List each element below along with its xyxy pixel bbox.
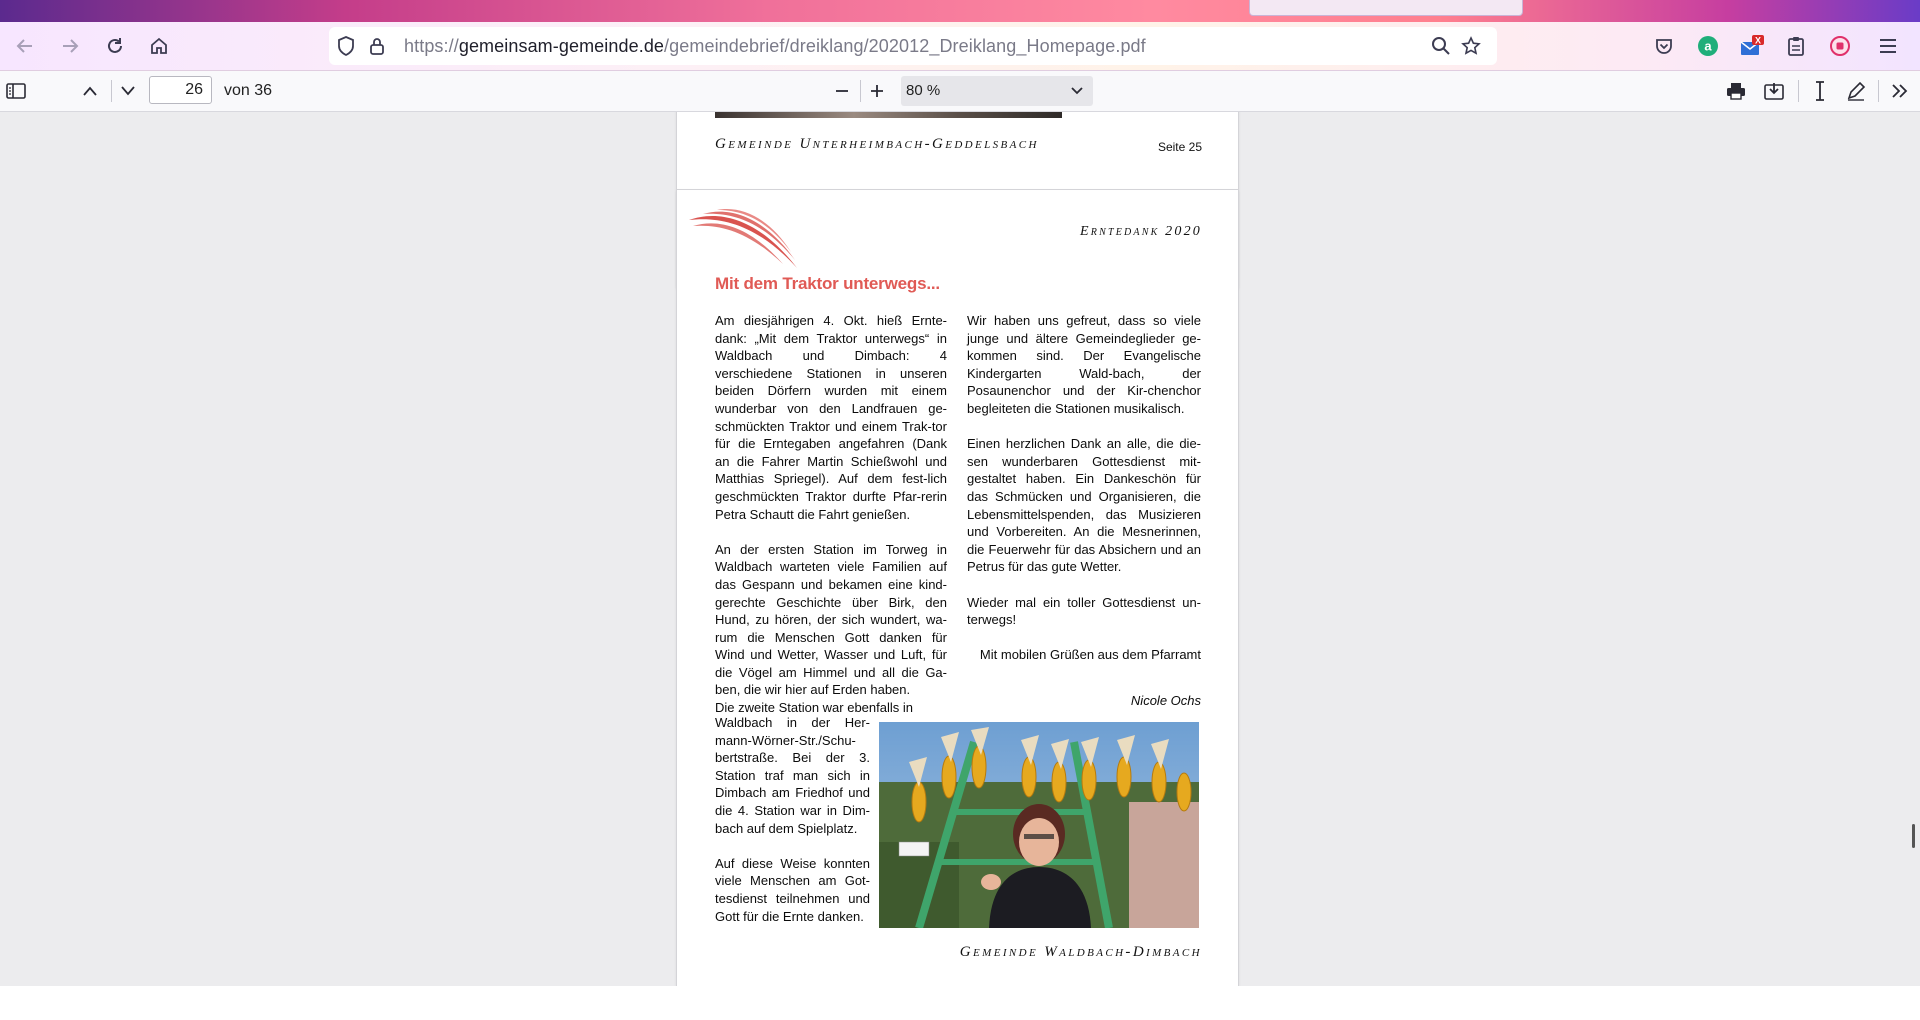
- scrollbar-thumb[interactable]: [1912, 824, 1915, 848]
- page-photo: [715, 112, 1062, 118]
- previous-page-icon: [82, 86, 98, 96]
- active-tab-edge[interactable]: [1249, 0, 1523, 16]
- sidebar-toggle-button[interactable]: [0, 75, 32, 107]
- toolbar-separator: [1798, 80, 1799, 102]
- svg-text:X: X: [1754, 35, 1762, 46]
- pdf-page-26: [677, 190, 1238, 986]
- paragraph: Die zweite Station war ebenfalls in: [715, 700, 913, 716]
- previous-page-button[interactable]: [74, 75, 106, 107]
- paragraph: Waldbach in der Her-mann-Wörner-Str./Schu-bertstraße. Bei der 3. Station traf man sich in Dimbach am Friedhof und die 4. Station war in Dim-bach auf dem Spielplatz.: [715, 715, 870, 836]
- a-extension-icon[interactable]: [1694, 32, 1722, 60]
- url-bar[interactable]: [329, 27, 1497, 65]
- pdf-viewer[interactable]: [0, 112, 1920, 986]
- arrow-right-icon: [60, 36, 80, 56]
- zoom-out-button[interactable]: [826, 75, 858, 107]
- pocket-icon[interactable]: [1650, 32, 1678, 60]
- article-right-column: [967, 312, 1201, 664]
- paragraph: An der ersten Station im Torweg in Waldbach warteten viele Familien auf das Gespann und bekamen eine kind-gerechte Geschichte über Birk, den Hund, zu hören, der sich wundert, wa-rum die Menschen Gott danken für Wind und Wetter, Wasser und Luft, für die Vögel am Himmel und all die Ga-ben, die wir hier auf Erden haben.: [715, 541, 947, 698]
- save-button[interactable]: [1758, 75, 1790, 107]
- article-left-column-wrap: [715, 714, 870, 925]
- tab-strip: [0, 0, 1920, 22]
- home-icon: [149, 36, 169, 56]
- shield-icon[interactable]: [333, 33, 359, 59]
- page-number-input[interactable]: [149, 76, 212, 104]
- article-left-column: [715, 312, 947, 717]
- text-tool-button[interactable]: [1804, 75, 1836, 107]
- toolbar-separator: [1878, 80, 1879, 102]
- navigation-bar: [0, 22, 1920, 71]
- zoom-in-icon: [869, 83, 885, 99]
- save-icon: [1764, 82, 1784, 100]
- back-button[interactable]: [9, 30, 41, 62]
- zoom-in-button[interactable]: [861, 75, 893, 107]
- url-text[interactable]: [404, 36, 1146, 57]
- chevron-down-icon: [1070, 86, 1084, 96]
- mail-extension-icon[interactable]: [1738, 32, 1766, 60]
- closing-line: Mit mobilen Grüßen aus dem Pfarramt: [979, 647, 1201, 663]
- hamburger-menu-icon[interactable]: [1874, 32, 1902, 60]
- print-icon: [1726, 82, 1746, 100]
- url-path: /gemeindebrief/dreiklang/202012_Dreiklang_Homepage.pdf: [664, 36, 1146, 56]
- zoom-value: 80 %: [906, 82, 941, 99]
- paragraph: Auf diese Weise konnten viele Menschen am Got-tesdienst teilnehmen und Gott für die Ernte danken.: [715, 855, 870, 924]
- section-header: Erntedank 2020: [1080, 224, 1202, 239]
- page-count-label: von 36: [224, 82, 273, 99]
- search-icon[interactable]: [1428, 33, 1454, 59]
- arrow-left-icon: [15, 36, 35, 56]
- paragraph: Wir haben uns gefreut, dass so viele junge und ältere Gemeindeglieder ge-kommen sind. Der Evangelische Kindergarten Wald-bach, der Posaunenchor und der Kir-chenchor begleiteten die Stationen musikalisch.: [967, 313, 1201, 416]
- page-footer: Gemeinde Unterheimbach-Geddelsbach: [715, 136, 1039, 152]
- sidebar-toggle-icon: [6, 83, 26, 99]
- signature: Nicole Ochs: [1130, 693, 1201, 708]
- more-tools-button[interactable]: [1884, 75, 1916, 107]
- page-number: Seite 25: [1157, 140, 1202, 154]
- page-footer: Gemeinde Waldbach-Dimbach: [959, 944, 1202, 960]
- lock-icon[interactable]: [364, 33, 390, 59]
- print-button[interactable]: [1720, 75, 1752, 107]
- reload-button[interactable]: [99, 30, 131, 62]
- forward-button[interactable]: [54, 30, 86, 62]
- swoosh-logo: [687, 208, 802, 270]
- clipboard-icon[interactable]: [1782, 32, 1810, 60]
- url-host: gemeinsam-gemeinde.de: [458, 36, 665, 56]
- article-title: Mit dem Traktor unterwegs...: [715, 274, 940, 293]
- harvest-photo: [879, 722, 1199, 928]
- pdf-toolbar: [0, 71, 1920, 112]
- paragraph: Einen herzlichen Dank an alle, die die-sen wunderbaren Gottesdienst mit-gestaltet haben. Ein Dankeschön für das Schmücken und Organisieren, die Lebensmittelspenden, das Musizieren und Vorbereiten. An die Mesnerinnen, die Feuerwehr für das Absichern und an Petrus für das gute Wetter.: [967, 436, 1201, 575]
- url-scheme: https://: [404, 36, 459, 56]
- text-cursor-icon: [1813, 81, 1827, 101]
- next-page-icon: [120, 86, 136, 96]
- window-bottom: [0, 986, 1920, 1020]
- draw-tool-button[interactable]: [1840, 75, 1872, 107]
- next-page-button[interactable]: [112, 75, 144, 107]
- reload-icon: [105, 36, 125, 56]
- svg-text:a: a: [1704, 38, 1712, 54]
- home-button[interactable]: [143, 30, 175, 62]
- zoom-out-icon: [834, 83, 850, 99]
- record-icon[interactable]: [1826, 32, 1854, 60]
- paragraph: Am diesjährigen 4. Okt. hieß Ernte-dank: „Mit dem Traktor unterwegs“ in Waldbach und Dimbach: 4 verschiedene Stationen in unseren beiden Dörfern wurden mit einem wunderbar von den Landfrauen ge-schmückten Traktor und einem Trak-tor für die Erntegaben angefahren (Dank an die Fahrer Martin Schießwohl und Matthias Spriegel). Auf dem fest-lich geschmückten Traktor durfte Pfar-rerin Petra Schautt die Fahrt genießen.: [715, 313, 947, 522]
- paragraph: Wieder mal ein toller Gottesdienst un-terwegs!: [967, 594, 1201, 628]
- draw-icon: [1846, 81, 1866, 101]
- star-icon[interactable]: [1458, 33, 1484, 59]
- more-tools-icon: [1891, 83, 1909, 99]
